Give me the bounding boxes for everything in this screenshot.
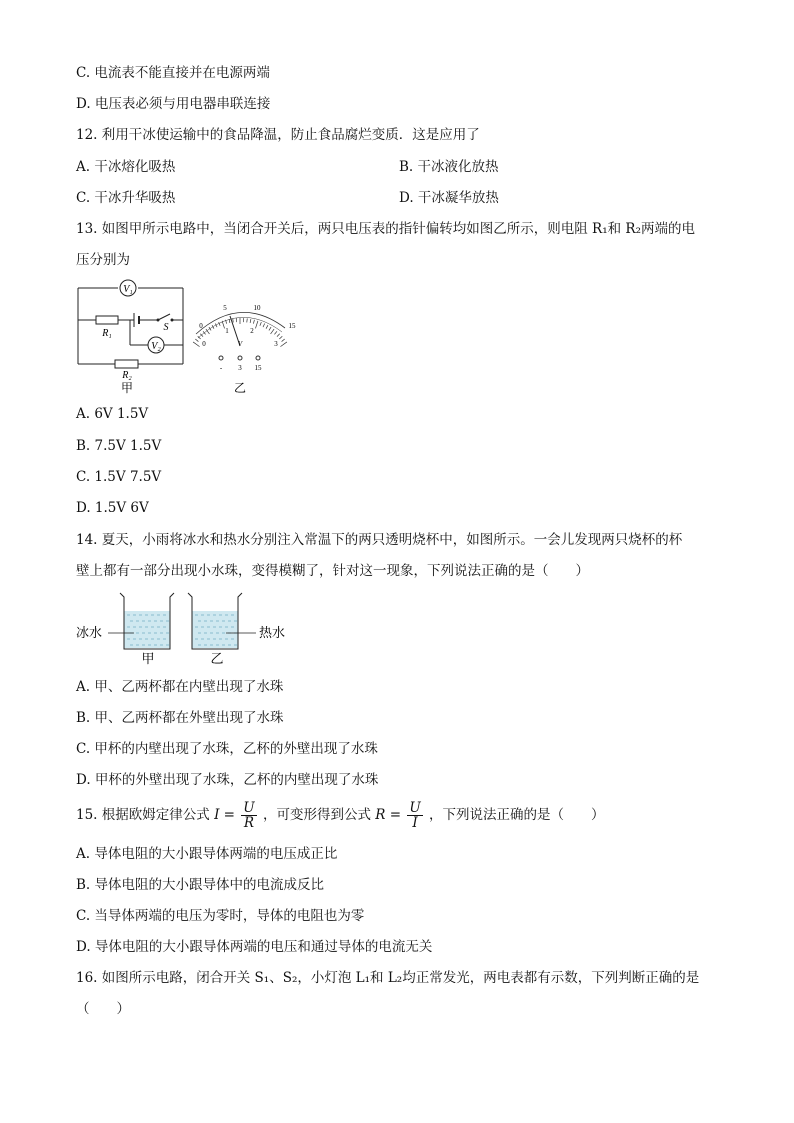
dial-tick bbox=[277, 334, 280, 337]
terminal-3: 3 bbox=[238, 364, 242, 372]
beaker-label-yi: 乙 bbox=[210, 651, 224, 666]
q14-option-c: C. 甲杯的内壁出现了水珠，乙杯的外壁出现了水珠 bbox=[76, 741, 378, 757]
q12-option-d: D. 干冰凝华放热 bbox=[399, 190, 499, 206]
resistor-r2-icon bbox=[115, 360, 138, 368]
dial-tick bbox=[255, 321, 257, 329]
bottom-tick-1: 1 bbox=[225, 327, 229, 335]
q13-option-d: D. 1.5V 6V bbox=[76, 500, 149, 516]
hot-water-label: 热水 bbox=[259, 625, 286, 640]
top-tick-10: 10 bbox=[253, 304, 261, 312]
q13-stem-line1: 13. 如图甲所示电路中，当闭合开关后，两只电压表的指针偏转均如图乙所示，则电阻 R₁和 R₂两端的电 bbox=[76, 221, 695, 237]
dial-tick bbox=[206, 329, 210, 334]
beaker-ice-water-icon bbox=[120, 593, 174, 649]
dial-tick bbox=[266, 325, 268, 329]
dial-tick bbox=[260, 322, 261, 326]
dial-tick bbox=[263, 324, 265, 328]
ohm-formula-lhs: I = bbox=[214, 807, 235, 823]
dial-tick bbox=[219, 322, 220, 326]
q13-option-b: B. 7.5V 1.5V bbox=[76, 438, 162, 454]
ice-water-label: 冰水 bbox=[76, 625, 103, 640]
resistance-formula-numerator: U bbox=[409, 800, 421, 816]
dial-tick bbox=[247, 318, 248, 322]
q12-option-a: A. 干冰熔化吸热 bbox=[76, 159, 176, 175]
top-tick-0: 0 bbox=[199, 322, 203, 330]
dial-tick bbox=[282, 339, 285, 342]
q13-option-c: C. 1.5V 7.5V bbox=[76, 469, 162, 485]
bottom-tick-3: 3 bbox=[274, 340, 278, 348]
figure-label-yi: 乙 bbox=[233, 381, 247, 395]
figure-label-jia: 甲 bbox=[120, 381, 134, 395]
q12-option-b: B. 干冰液化放热 bbox=[399, 159, 499, 175]
q15-option-b: B. 导体电阻的大小跟导体中的电流成反比 bbox=[76, 877, 325, 893]
q14-figure bbox=[74, 589, 304, 669]
q11-option-d: D. 电压表必须与用电器串联连接 bbox=[76, 96, 271, 112]
dial-tick bbox=[253, 320, 254, 324]
q16-stem-line1: 16. 如图所示电路，闭合开关 S₁、S₂，小灯泡 L₁和 L₂均正常发光，两电表都有示数，下列判断正确的是 bbox=[76, 970, 700, 986]
dial-tick bbox=[274, 331, 277, 334]
q16-stem-line2: （ ） bbox=[76, 1001, 130, 1017]
q15-stem bbox=[76, 798, 605, 832]
v1-label: V₁ bbox=[123, 284, 133, 295]
q14-stem-line2: 壁上都有一部分出现小水珠，变得模糊了，针对这一现象，下列说法正确的是（ ） bbox=[76, 563, 589, 579]
q14-option-a: A. 甲、乙两杯都在内壁出现了水珠 bbox=[76, 679, 284, 695]
q15-option-a: A. 导体电阻的大小跟导体两端的电压成正比 bbox=[76, 846, 338, 862]
resistor-r1-icon bbox=[96, 316, 118, 324]
q13-option-a: A. 6V 1.5V bbox=[76, 406, 149, 422]
top-tick-5: 5 bbox=[223, 304, 227, 312]
q14-option-b: B. 甲、乙两杯都在外壁出现了水珠 bbox=[76, 710, 284, 726]
dial-tick bbox=[271, 329, 275, 334]
voltmeter-dial bbox=[196, 312, 285, 338]
switch-label: S bbox=[163, 322, 169, 333]
q14-stem-line1: 14. 夏天，小雨将冰水和热水分别注入常温下的两只透明烧杯中，如图所示。一会儿发现两只烧杯的杯 bbox=[76, 532, 683, 548]
resistance-formula-lhs: R = bbox=[375, 807, 402, 823]
r2-label: R₂ bbox=[122, 370, 132, 381]
dial-tick bbox=[222, 321, 224, 329]
dial-unit: V bbox=[237, 340, 243, 348]
beaker-hot-water-icon bbox=[188, 593, 242, 649]
q13-figure bbox=[70, 278, 310, 398]
dial-tick bbox=[195, 339, 198, 342]
resistance-formula-fraction bbox=[407, 801, 422, 830]
resistance-formula-denominator: I bbox=[412, 815, 418, 831]
q12-option-c: C. 干冰升华吸热 bbox=[76, 190, 176, 206]
top-tick-15: 15 bbox=[288, 322, 296, 330]
v2-label: V₂ bbox=[151, 341, 161, 352]
dial-tick bbox=[209, 327, 211, 330]
dial-tick bbox=[229, 319, 230, 323]
q11-option-c: C. 电流表不能直接并在电源两端 bbox=[76, 65, 270, 81]
bottom-tick-0: 0 bbox=[202, 340, 206, 348]
dial-tick bbox=[279, 336, 282, 339]
q14-option-d: D. 甲杯的外壁出现了水珠，乙杯的内壁出现了水珠 bbox=[76, 772, 379, 788]
dial-tick bbox=[269, 327, 271, 330]
beaker-label-jia: 甲 bbox=[141, 651, 155, 666]
dial-tick bbox=[233, 318, 234, 322]
dial-tick bbox=[280, 342, 286, 347]
ohm-formula-numerator: U bbox=[243, 800, 255, 816]
terminal-15: 15 bbox=[254, 364, 262, 372]
q15-option-c: C. 当导体两端的电压为零时，导体的电阻也为零 bbox=[76, 908, 365, 924]
q15-stem-mid: ，可变形得到公式 bbox=[262, 807, 371, 823]
ohm-formula-denominator: R bbox=[243, 815, 255, 831]
q15-stem-post: ，下列说法正确的是（ ） bbox=[429, 807, 605, 823]
bottom-tick-2: 2 bbox=[250, 327, 254, 335]
q15-option-d: D. 导体电阻的大小跟导体两端的电压和通过导体的电流无关 bbox=[76, 939, 433, 955]
dial-tick bbox=[193, 342, 199, 347]
dial-tick bbox=[250, 319, 251, 323]
ohm-formula-fraction bbox=[241, 801, 256, 830]
q12-stem: 12. 利用干冰使运输中的食品降温，防止食品腐烂变质．这是应用了 bbox=[76, 127, 480, 143]
q13-stem-line2: 压分别为 bbox=[76, 252, 130, 268]
terminal-minus: - bbox=[219, 364, 223, 372]
q15-stem-pre: 15. 根据欧姆定律公式 bbox=[76, 807, 210, 823]
r1-label: R₁ bbox=[102, 328, 112, 339]
